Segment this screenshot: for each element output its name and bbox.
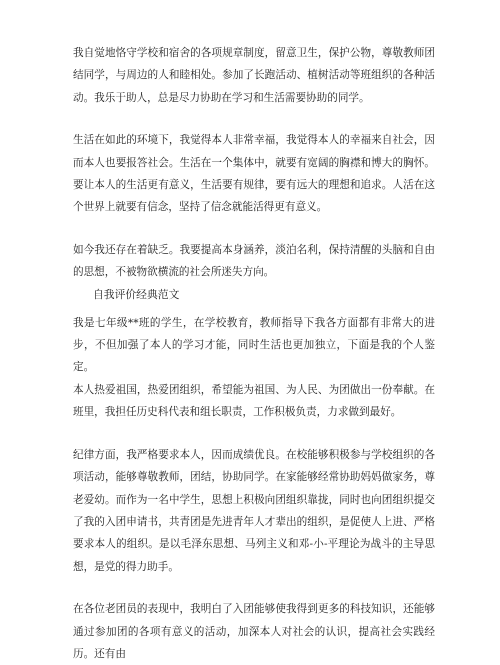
paragraph: 我是七年级**班的学生，在学校教育，教师指导下我各方面都有非常大的进步，不但加强了本人的学习才能，同时生活也更加独立，下面是我的个人鉴定。 bbox=[73, 316, 435, 374]
paragraph: 我自觉地恪守学校和宿舍的各项规章制度，留意卫生，保护公物，尊敬教师团结同学，与周边的人和睦相处。参加了长跑活动、植树活动等班组织的各种活动。我乐于助人，总是尽力协助在学习和生活需要协助的同学。 bbox=[73, 47, 435, 104]
paragraph: 如今我还存在着缺乏。我要提高本身涵养，淡泊名利，保持清醒的头脑和自由的思想，不被物欲横流的社会所迷失方向。 bbox=[73, 243, 435, 279]
paragraph-gap bbox=[73, 578, 435, 598]
paragraph-gap bbox=[73, 424, 435, 444]
paragraph-gap bbox=[73, 219, 435, 239]
paragraph-gap bbox=[73, 109, 435, 129]
section-title: 自我评价经典范文 bbox=[93, 287, 180, 301]
paragraph: 生活在如此的环境下，我觉得本人非常幸福，我觉得本人的幸福来自社会，因而本人也要报答社会。生活在一个集体中，就要有宽阔的胸襟和博大的胸怀。要让本人的生活更有意义，生活要有规律，要有远大的理想和追求。人活在这个世界上就要有信念，坚持了信念就能活得更有意义。 bbox=[73, 134, 435, 214]
paragraph: 纪律方面，我严格要求本人，因而成绩优良。在校能够积极参与学校组织的各项活动，能够尊敬教师，团结，协助同学。在家能够经常协助妈妈做家务，尊老爱幼。而作为一名中学生，思想上积极向团组织靠拢，同时也向团组织提交了我的入团申请书，共青团是先进青年人才辈出的组织，是促使人上进、严格要求本人的组织。是以毛泽东思想、马列主义和邓-小-平理论为战斗的主导思想，是党的得力助手。 bbox=[73, 448, 435, 573]
document-body bbox=[73, 42, 435, 665]
paragraph: 在各位老团员的表现中，我明白了入团能够使我得到更多的科技知识，还能够通过参加团的各项有意义的活动，加深本人对社会的认识，提高社会实践经历。还有由 bbox=[73, 603, 435, 660]
paragraph: 本人热爱祖国，热爱团组织，希望能为祖国、为人民、为团做出一份奉献。在班里，我担任历史科代表和组长职责，工作积极负责，力求做到最好。 bbox=[73, 383, 435, 419]
